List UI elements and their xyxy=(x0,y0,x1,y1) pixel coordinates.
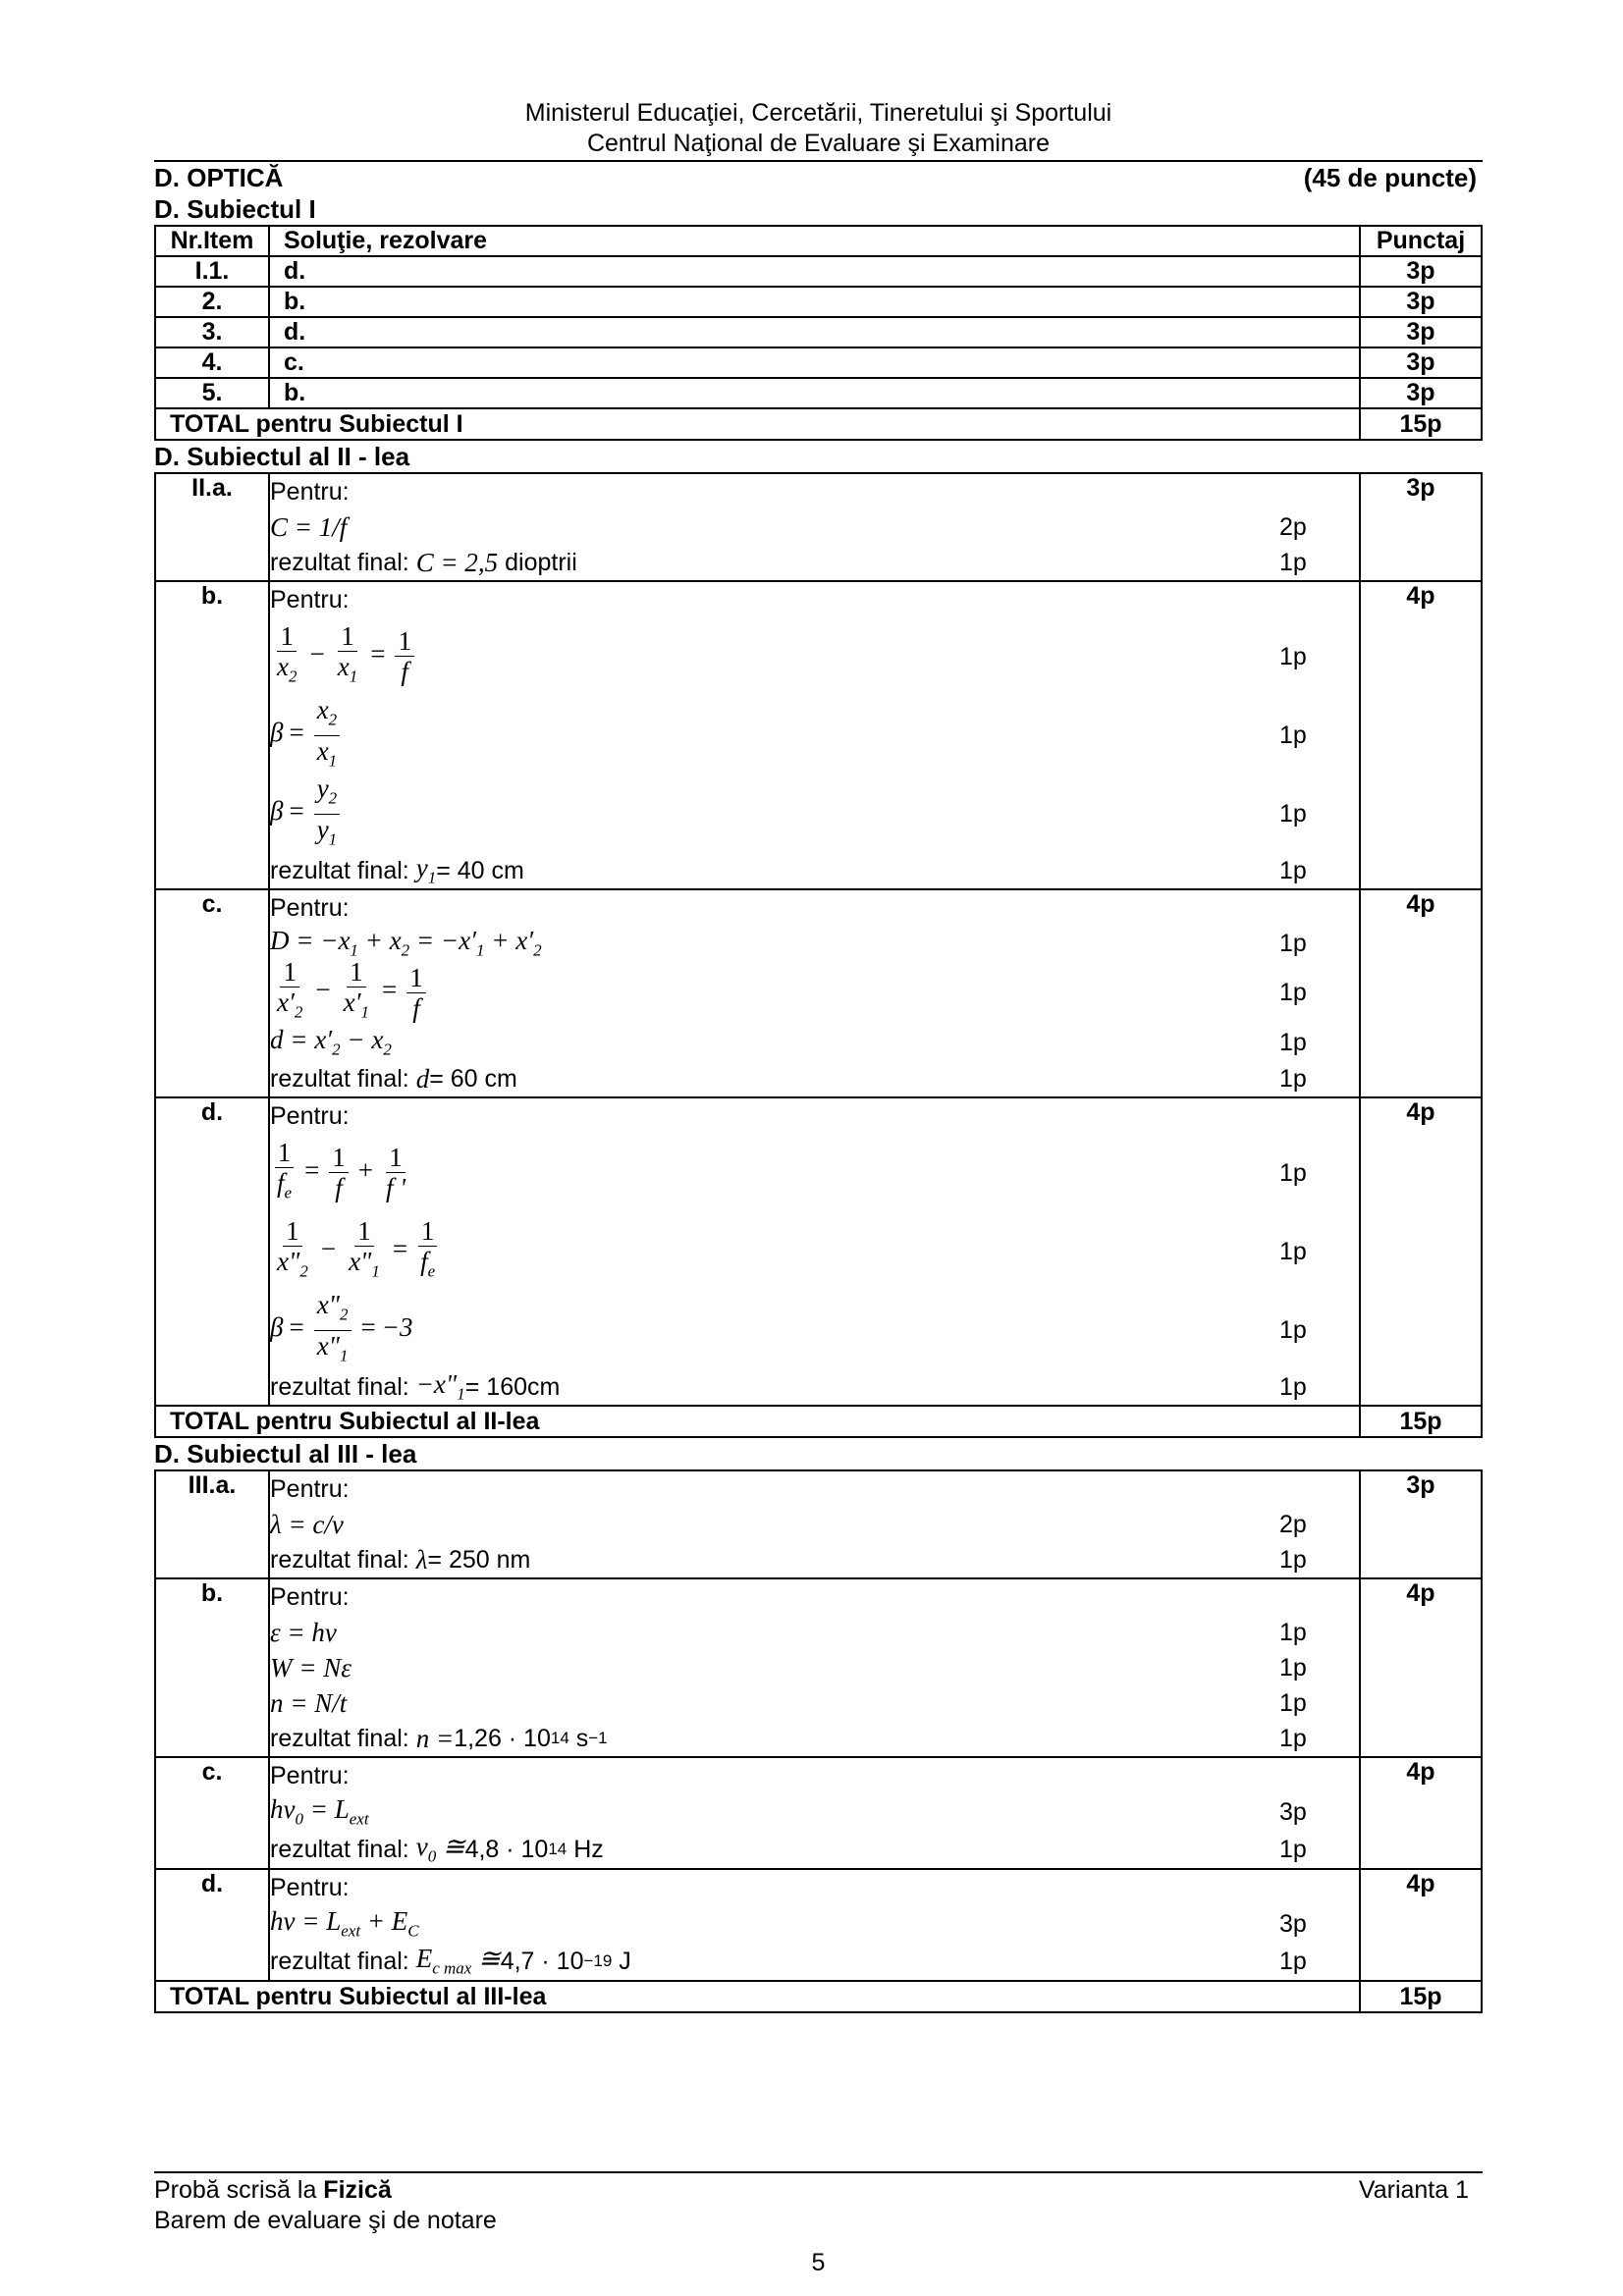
item-total-points: 4p xyxy=(1360,581,1482,889)
formula: λ = c/ν 2p xyxy=(270,1509,1307,1539)
points: 3p xyxy=(1360,378,1482,408)
line-points: 1p xyxy=(1279,1028,1307,1056)
pentru-label: Pentru: xyxy=(270,1582,350,1611)
pentru-label: Pentru: xyxy=(270,1761,350,1789)
line-points: 3p xyxy=(1279,1797,1307,1826)
final-unit: Hz xyxy=(573,1835,604,1863)
total-points: 15p xyxy=(1360,408,1482,440)
table-row xyxy=(155,473,1482,581)
pentru-label: Pentru: xyxy=(270,585,350,614)
final-label: rezultat final: xyxy=(270,1064,409,1093)
final-result: = 60 cm xyxy=(429,1064,517,1093)
subject2-table xyxy=(154,472,1483,1438)
section-points: (45 de puncte) xyxy=(1303,163,1477,192)
item-number: 2. xyxy=(155,287,269,317)
item-total-points: 4p xyxy=(1360,1097,1482,1406)
subject1-title: D. Subiectul I xyxy=(154,194,316,224)
footer-variant: Varianta 1 xyxy=(1358,2176,1469,2204)
line-points: 2p xyxy=(1279,512,1307,541)
line-points: 1p xyxy=(1279,978,1307,1006)
final-exponent: 14 xyxy=(550,1729,569,1747)
final-label: rezultat final: xyxy=(270,1835,409,1863)
solution-cell: Pentru: ε = hν 1p W = Nε 1p n = N/t 1p rezultat final: n = 1,26 · 10 14 s −1 1p xyxy=(269,1578,1360,1757)
line-points: 1p xyxy=(1279,1315,1307,1344)
table-row xyxy=(155,1578,1482,1757)
subject3-title: D. Subiectul al III - lea xyxy=(154,1439,417,1468)
page-number: 5 xyxy=(811,2249,826,2276)
item-number: c. xyxy=(155,889,269,1097)
points: 3p xyxy=(1360,287,1482,317)
item-number: b. xyxy=(155,1578,269,1757)
final-unit-exponent: −1 xyxy=(588,1729,608,1747)
line-points: 1p xyxy=(1279,1835,1307,1863)
pentru-label: Pentru: xyxy=(270,893,350,922)
page-header xyxy=(154,0,1483,162)
final-result: = 250 nm xyxy=(427,1545,531,1574)
subject3-table xyxy=(154,1469,1483,2013)
section-title-row xyxy=(154,162,1483,193)
item-number: b. xyxy=(155,581,269,889)
answer: c. xyxy=(269,347,1360,378)
line-points: 1p xyxy=(1279,1653,1307,1682)
section-title: D. OPTICĂ xyxy=(154,163,284,192)
final-result: C = 2,5 xyxy=(415,547,499,577)
answer: d. xyxy=(269,256,1360,287)
table-row xyxy=(155,378,1482,408)
pentru-label: Pentru: xyxy=(270,1474,350,1503)
col-points-header: Punctaj xyxy=(1360,226,1482,256)
final-exponent: 14 xyxy=(548,1840,568,1858)
total-label: TOTAL pentru Subiectul al III-lea xyxy=(155,1981,1360,2012)
item-total-points: 4p xyxy=(1360,1578,1482,1757)
formula: $d = x'_2 - x_2$ 1p xyxy=(270,1025,1307,1059)
final-exponent: −19 xyxy=(583,1951,613,1970)
formula: $h\nu = L_{ext} + E_C$ 3p xyxy=(270,1906,1307,1941)
pentru-label: Pentru: xyxy=(270,477,350,506)
formula: $h\nu_0 = L_{ext}$ 3p xyxy=(270,1794,1307,1829)
final-unit: s xyxy=(575,1724,589,1752)
item-number: I.1. xyxy=(155,256,269,287)
solution-cell: Pentru: $\frac{1}{x_2}$ − $\frac{1}{x_1}$ = $\frac{1}{f}$ 1p β = $\frac{x_2}{x_1}$ 1p β = $\frac{y_2}{y_1}$ 1p rezultat final: $y_1$ = 40 cm 1p xyxy=(269,581,1360,889)
ministry-name: Ministerul Educaţiei, Cercetării, Tineretului şi Sportului xyxy=(524,99,1112,127)
final-value: 4,8 · 10 xyxy=(464,1835,549,1863)
pentru-label: Pentru: xyxy=(270,1101,350,1130)
line-points: 1p xyxy=(1279,856,1307,884)
final-label: rezultat final: xyxy=(270,856,409,884)
table-row xyxy=(155,1757,1482,1869)
line-points: 1p xyxy=(1279,642,1307,670)
formula: C = 1/f xyxy=(270,511,348,542)
solution-cell xyxy=(269,473,1360,581)
table-row xyxy=(155,1869,1482,1981)
total-points: 15p xyxy=(1360,1981,1482,2012)
item-number: c. xyxy=(155,1757,269,1869)
line-points: 3p xyxy=(1279,1909,1307,1938)
total-row xyxy=(155,408,1482,440)
table-row xyxy=(155,1097,1482,1406)
solution-cell: Pentru: $h\nu = L_{ext} + E_C$ 3p rezultat final: $E_{c max}$ ≅ 4,7 · 10 −19 J 1p xyxy=(269,1869,1360,1981)
line-points: 1p xyxy=(1279,548,1307,576)
answer: b. xyxy=(269,287,1360,317)
col-solution-header: Soluţie, rezolvare xyxy=(269,226,1360,256)
table-row xyxy=(155,347,1482,378)
line-points: 1p xyxy=(1279,1064,1307,1093)
footer-subject: Fizică xyxy=(323,2176,392,2204)
final-result: = 40 cm xyxy=(436,856,524,884)
page-footer xyxy=(154,2171,1483,2277)
footer-barem: Barem de evaluare şi de notare xyxy=(154,2207,497,2234)
item-number: II.a. xyxy=(155,473,269,581)
total-label: TOTAL pentru Subiectul al II-lea xyxy=(155,1406,1360,1437)
points: 3p xyxy=(1360,317,1482,347)
footer-probe: Probă scrisă la xyxy=(154,2176,324,2204)
item-number: d. xyxy=(155,1869,269,1981)
center-name: Centrul Naţional de Evaluare şi Examinare xyxy=(586,130,1051,157)
item-total-points: 3p xyxy=(1360,1470,1482,1578)
table-row xyxy=(155,256,1482,287)
table-header-row xyxy=(155,226,1482,256)
line-points: 1p xyxy=(1279,1545,1307,1574)
final-label: rezultat final: xyxy=(270,1545,409,1574)
item-total-points: 4p xyxy=(1360,889,1482,1097)
formula: $\frac{1}{f_e}$ = $\frac{1}{f}$ + $\frac{1}{f '}$ 1p xyxy=(270,1134,1359,1212)
item-total-points: 4p xyxy=(1360,1869,1482,1981)
formula: $\frac{1}{x'_2}$ − $\frac{1}{x'_1}$ = $\frac{1}{f}$ 1p xyxy=(277,957,1307,1023)
table-row xyxy=(155,1470,1482,1578)
points: 3p xyxy=(1360,347,1482,378)
final-label: rezultat final: xyxy=(270,1724,409,1752)
formula: W = Nε 1p xyxy=(270,1652,1307,1682)
col-item-header: Nr.Item xyxy=(155,226,269,256)
formula: $\frac{1}{x"_2}$ − $\frac{1}{x"_1}$ = $\frac{1}{f_e}$ 1p xyxy=(277,1216,1307,1281)
total-points: 15p xyxy=(1360,1406,1482,1437)
table-row xyxy=(155,889,1482,1097)
formula: β = $\frac{x_2}{x_1}$ 1p xyxy=(270,695,1307,770)
solution-cell: Pentru: $D = -x_1 + x_2 = -x'_1 + x'_2$ 1p $\frac{1}{x'_2}$ − $\frac{1}{x'_1}$ = $\frac{1}{f}$ 1p $d = x'_2 - x_2$ 1p rezultat final: d = 60 cm 1p xyxy=(269,889,1360,1097)
line-points: 1p xyxy=(1279,1372,1307,1401)
total-label: TOTAL pentru Subiectul I xyxy=(155,408,1360,440)
formula: ε = hν 1p xyxy=(270,1617,1307,1647)
line-points: 1p xyxy=(1279,721,1307,749)
final-unit: J xyxy=(619,1947,631,1975)
line-points: 1p xyxy=(1279,799,1307,828)
pentru-label: Pentru: xyxy=(270,1873,350,1901)
final-result: = 160cm xyxy=(464,1372,561,1401)
subject2-title: D. Subiectul al II - lea xyxy=(154,442,410,471)
total-row xyxy=(155,1981,1482,2012)
final-unit: dioptrii xyxy=(505,548,577,576)
solution-cell: Pentru: λ = c/ν 2p rezultat final: λ = 250 nm 1p xyxy=(269,1470,1360,1578)
line-points: 1p xyxy=(1279,1688,1307,1717)
points: 3p xyxy=(1360,256,1482,287)
solution-cell: Pentru: $\frac{1}{f_e}$ = $\frac{1}{f}$ + $\frac{1}{f '}$ 1p $\frac{1}{x"_2}$ − $\frac{1}{x"_1}$ = $\frac{1}{f_e}$ 1p β = $\frac{x"_2}{x"_1}$ = −3 1p rezultat final: $-x"_1$ = 160cm 1p xyxy=(269,1097,1360,1406)
solution-cell: Pentru: $h\nu_0 = L_{ext}$ 3p rezultat final: $\nu_0$ ≅ 4,8 · 10 14 Hz 1p xyxy=(269,1757,1360,1869)
table-row xyxy=(155,581,1482,889)
total-row xyxy=(155,1406,1482,1437)
item-total-points: 4p xyxy=(1360,1757,1482,1869)
final-label: rezultat final: xyxy=(270,1947,409,1975)
formula: β = $\frac{x"_2}{x"_1}$ = −3 1p xyxy=(270,1290,1307,1364)
item-number: 5. xyxy=(155,378,269,408)
line-points: 1p xyxy=(1279,1618,1307,1646)
final-label: rezultat final: xyxy=(270,548,409,576)
item-number: 3. xyxy=(155,317,269,347)
subject1-table xyxy=(154,225,1483,441)
table-row xyxy=(155,287,1482,317)
item-number: III.a. xyxy=(155,1470,269,1578)
item-total-points: 3p xyxy=(1360,473,1482,581)
final-label: rezultat final: xyxy=(270,1372,409,1401)
item-number: 4. xyxy=(155,347,269,378)
line-points: 1p xyxy=(1279,929,1307,957)
answer: b. xyxy=(269,378,1360,408)
final-value: 1,26 · 10 xyxy=(454,1724,551,1752)
final-value: 4,7 · 10 xyxy=(500,1947,584,1975)
formula: n = N/t 1p xyxy=(270,1687,1307,1718)
formula: $D = -x_1 + x_2 = -x'_1 + x'_2$ 1p xyxy=(270,926,1307,960)
line-points: 2p xyxy=(1279,1510,1307,1538)
table-row xyxy=(155,317,1482,347)
item-number: d. xyxy=(155,1097,269,1406)
line-points: 1p xyxy=(1279,1947,1307,1975)
formula: $\frac{1}{x_2}$ − $\frac{1}{x_1}$ = $\frac{1}{f}$ 1p xyxy=(277,621,1307,687)
document-page xyxy=(154,0,1483,2276)
line-points: 1p xyxy=(1279,1237,1307,1265)
answer: d. xyxy=(269,317,1360,347)
formula: β = $\frac{y_2}{y_1}$ 1p xyxy=(270,774,1307,848)
line-points: 1p xyxy=(1279,1724,1307,1752)
line-points: 1p xyxy=(1279,1158,1307,1187)
